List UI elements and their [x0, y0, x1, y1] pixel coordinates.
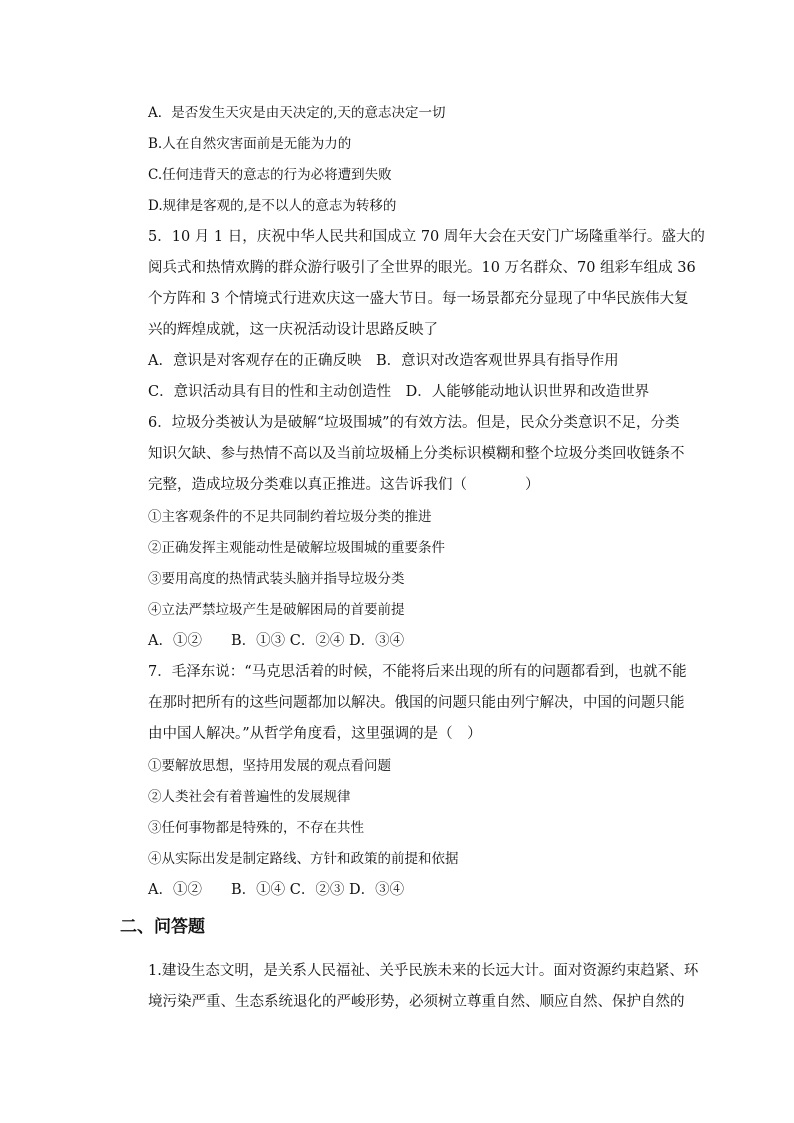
question-7-text: 在那时把所有的这些问题都加以解决。俄国的问题只能由列宁解决，中国的问题只能: [148, 695, 685, 711]
question-5-text: 个方阵和 3 个情境式行进欢庆这一盛大节日。每一场景都充分显现了中华民族伟大复: [148, 291, 689, 307]
question-7-text: 7．毛泽东说：“马克思活着的时候，不能将后来出现的所有的问题都看到，也就不能: [148, 664, 687, 680]
option-line: A．是否发生天灾是由天决定的,天的意志决定一切: [148, 105, 446, 121]
statement-line: ④从实际出发是制定路线、方针和政策的前提和依据: [148, 851, 459, 867]
question-5-text: 阅兵式和热情欢腾的群众游行吸引了全世界的眼光。10 万名群众、70 组彩车组成 36: [148, 260, 696, 276]
option-line: A．①② B．①④ C．②③ D．③④: [148, 882, 405, 898]
question-7-text: 由中国人解决。”从哲学角度看，这里强调的是（ ）: [148, 726, 482, 742]
statement-line: ③任何事物都是特殊的，不存在共性: [148, 820, 364, 836]
question-6-text: 6．垃圾分类被认为是破解“垃圾围城”的有效方法。但是，民众分类意识不足，分类: [148, 415, 680, 431]
statement-line: ②人类社会有着普遍性的发展规律: [148, 789, 351, 805]
option-line: A．①② B．①③ C．②④ D．③④: [148, 633, 405, 649]
statement-line: ①要解放思想，坚持用发展的观点看问题: [148, 758, 391, 774]
statement-line: ③要用高度的热情武装头脑并指导垃圾分类: [148, 571, 405, 587]
question-5-text: 5．10 月 1 日，庆祝中华人民共和国成立 70 周年大会在天安门广场隆重举行。盛大的: [148, 229, 705, 245]
statement-line: ①主客观条件的不足共同制约着垃圾分类的推进: [148, 509, 432, 525]
statement-line: ②正确发挥主观能动性是破解垃圾围城的重要条件: [148, 540, 445, 556]
option-line: A．意识是对客观存在的正确反映 B．意识对改造客观世界具有指导作用: [148, 353, 619, 369]
question-6-text: 完整，造成垃圾分类难以真正推进。这告诉我们（ ）: [148, 477, 540, 493]
option-line: D.规律是客观的,是不以人的意志为转移的: [148, 198, 397, 214]
statement-line: ④立法严禁垃圾产生是破解困局的首要前提: [148, 602, 405, 618]
question-6-text: 知识欠缺、参与热情不高以及当前垃圾桶上分类标识模糊和整个垃圾分类回收链条不: [148, 446, 685, 462]
essay-question-text: 1.建设生态文明，是关系人民福祉、关乎民族未来的长远大计。面对资源约束趋紧、环: [148, 963, 699, 979]
option-line: C．意识活动具有目的性和主动创造性 D．人能够能动地认识世界和改造世界: [148, 384, 650, 400]
option-line: B.人在自然灾害面前是无能为力的: [148, 136, 352, 152]
option-line: C.任何违背天的意志的行为必将遭到失败: [148, 167, 392, 183]
section-heading: 二、问答题: [120, 917, 205, 937]
question-5-text: 兴的辉煌成就，这一庆祝活动设计思路反映了: [148, 322, 438, 338]
essay-question-text: 境污染严重、生态系统退化的严峻形势，必须树立尊重自然、顺应自然、保护自然的: [148, 994, 685, 1010]
